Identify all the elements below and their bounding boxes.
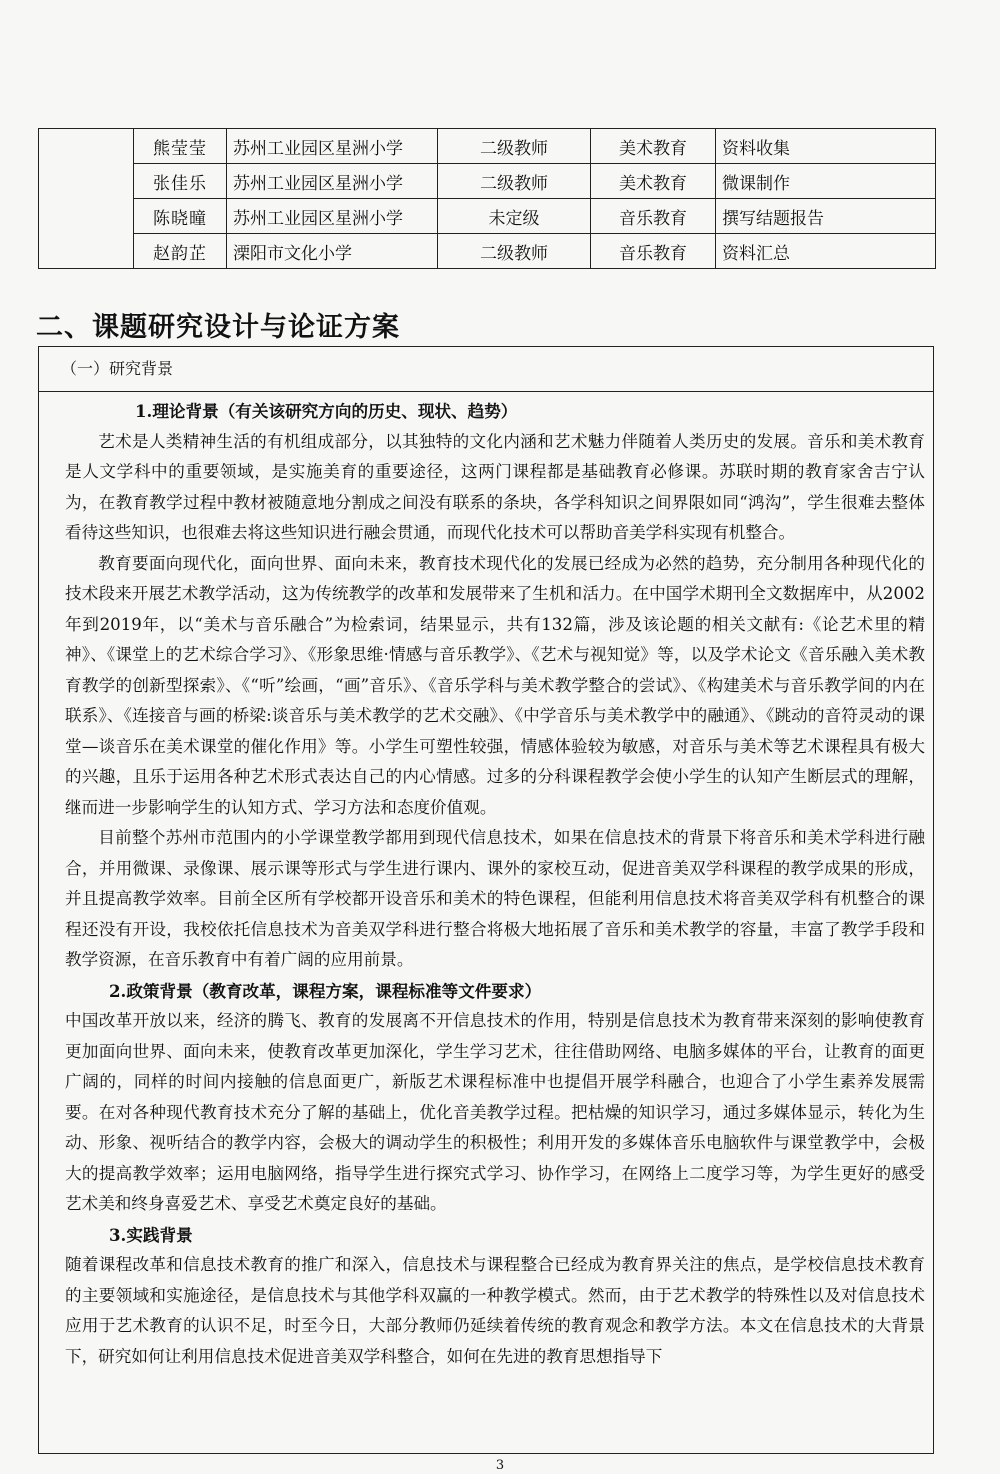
- member-school-cell: 苏州工业园区星洲小学: [227, 199, 438, 234]
- member-task-cell: 微课制作: [716, 164, 936, 199]
- subsection-title: （一）研究背景: [39, 347, 933, 392]
- practice-heading: 3.实践背景: [109, 1224, 193, 1245]
- member-name-cell: 熊莹莹: [134, 129, 227, 164]
- policy-paragraph: 中国改革开放以来，经济的腾飞、教育的发展离不开信息技术的作用，特别是信息技术为教育带来深刻的影响使教育更加面向世界、面向未来，使教育改革更加深化，学生学习艺术，往往借助网络、电脑多媒体的平台，让教育的面更广阔的，同样的时间内接触的信息面更广，新版艺术课程标准中也提倡开展学科融合，也迎合了小学生素养发展需要。在对各种现代教育技术充分了解的基础上，优化音美教学过程。把枯燥的知识学习，通过多媒体显示，转化为生动、形象、视听结合的教学内容，会极大的调动学生的积极性；利用开发的多媒体音乐电脑软件与课堂教学中，会极大的提高教学效率；运用电脑网络，指导学生进行探究式学习、协作学习，在网络上二度学习等，为学生更好的感受艺术美和终身喜爱艺术、享受艺术奠定良好的基础。: [65, 1011, 925, 1213]
- member-name-cell: 赵韵芷: [134, 234, 227, 269]
- member-table: [38, 128, 936, 269]
- theory-paragraph-1: 艺术是人类精神生活的有机组成部分，以其独特的文化内涵和艺术魅力伴随着人类历史的发展。音乐和美术教育是人文学科中的重要领域，是实施美育的重要途径，这两门课程都是基础教育必修课。苏联时期的教育家舍吉宁认为，在教育教学过程中教材被随意地分割成之间没有联系的条块，各学科知识之间界限如同“鸿沟”，学生很难去整体看待这些知识，也很难去将这些知识进行融会贯通，而现代化技术可以帮助音美学科实现有机整合。: [65, 431, 925, 542]
- research-content: [39, 392, 933, 1372]
- policy-heading: 2.政策背景（教育改革，课程方案，课程标准等文件要求）: [109, 980, 542, 1001]
- theory-paragraph-3: 目前整个苏州市范围内的小学课堂教学都用到现代信息技术，如果在信息技术的背景下将音乐和美术学科进行融合，并用微课、录像课、展示课等形式与学生进行课内、课外的家校互动，促进音美双学科课程的教学成果的形成，并且提高教学效率。目前全区所有学校都开设音乐和美术的特色课程，但能利用信息技术将音美双学科有机整合的课程还没有开设，我校依托信息技术为音美双学科进行整合将极大地拓展了音乐和美术教学的容量，丰富了教学手段和教学资源，在音乐教育中有着广阔的应用前景。: [65, 828, 925, 969]
- research-background-box: [38, 346, 934, 1454]
- member-subject-cell: 美术教育: [591, 164, 716, 199]
- member-subject-cell: 美术教育: [591, 129, 716, 164]
- practice-paragraph: 随着课程改革和信息技术教育的推广和深入，信息技术与课程整合已经成为教育界关注的焦点，是学校信息技术教育的主要领域和实施途径，是信息技术与其他学科双赢的一种教学模式。然而，由于艺术教学的特殊性以及对信息技术应用于艺术教育的认识不足，时至今日，大部分教师仍延续着传统的教育观念和教学方法。本文在信息技术的大背景下，研究如何让利用信息技术促进音美双学科整合，如何在先进的教育思想指导下: [65, 1255, 925, 1366]
- member-title-cell: 二级教师: [438, 164, 591, 199]
- member-school-cell: 溧阳市文化小学: [227, 234, 438, 269]
- member-task-cell: 资料收集: [716, 129, 936, 164]
- theory-paragraph-2: 教育要面向现代化，面向世界、面向未来，教育技术现代化的发展已经成为必然的趋势，充分制用各种现代化的技术段来开展艺术教学活动，这为传统教学的改革和发展带来了生机和活力。在中国学术期刊全文数据库中，从2002年到2019年，以“美术与音乐融合”为检索词，结果显示，共有132篇，涉及该论题的相关文献有:《论艺术里的精神》、《课堂上的艺术综合学习》、《形象思维·情感与音乐教学》、《艺术与视知觉》等，以及学术论文《音乐融入美术教育教学的创新型探索》、《“听”绘画，“画”音乐》、《音乐学科与美术教学整合的尝试》、《构建美术与音乐教学间的内在联系》、《连接音与画的桥梁:谈音乐与美术教学的艺术交融》、《中学音乐与美术教学中的融通》、《跳动的音符灵动的课堂—谈音乐在美术课堂的催化作用》等。小学生可塑性较强，情感体验较为敏感，对音乐与美术等艺术课程具有极大的兴趣，且乐于运用各种艺术形式表达自己的内心情感。过多的分科课程教学会使小学生的认知产生断层式的理解，继而进一步影响学生的认知方式、学习方法和态度价值观。: [65, 553, 925, 817]
- theory-heading: 1.理论背景（有关该研究方向的历史、现状、趋势）: [135, 401, 518, 421]
- member-subject-cell: 音乐教育: [591, 234, 716, 269]
- member-row: [39, 199, 936, 234]
- member-task-cell: 资料汇总: [716, 234, 936, 269]
- member-title-cell: 二级教师: [438, 234, 591, 269]
- member-school-cell: 苏州工业园区星洲小学: [227, 129, 438, 164]
- member-task-cell: 撰写结题报告: [716, 199, 936, 234]
- member-title-cell: 二级教师: [438, 129, 591, 164]
- page-number: 3: [495, 1458, 505, 1473]
- member-group-cell: [39, 129, 134, 269]
- member-row: [39, 234, 936, 269]
- member-name-cell: 张佳乐: [134, 164, 227, 199]
- section-heading: 二、课题研究设计与论证方案: [36, 312, 400, 343]
- member-school-cell: 苏州工业园区星洲小学: [227, 164, 438, 199]
- member-title-cell: 未定级: [438, 199, 591, 234]
- member-row: [39, 164, 936, 199]
- member-subject-cell: 音乐教育: [591, 199, 716, 234]
- member-name-cell: 陈晓曈: [134, 199, 227, 234]
- member-row: [39, 129, 936, 164]
